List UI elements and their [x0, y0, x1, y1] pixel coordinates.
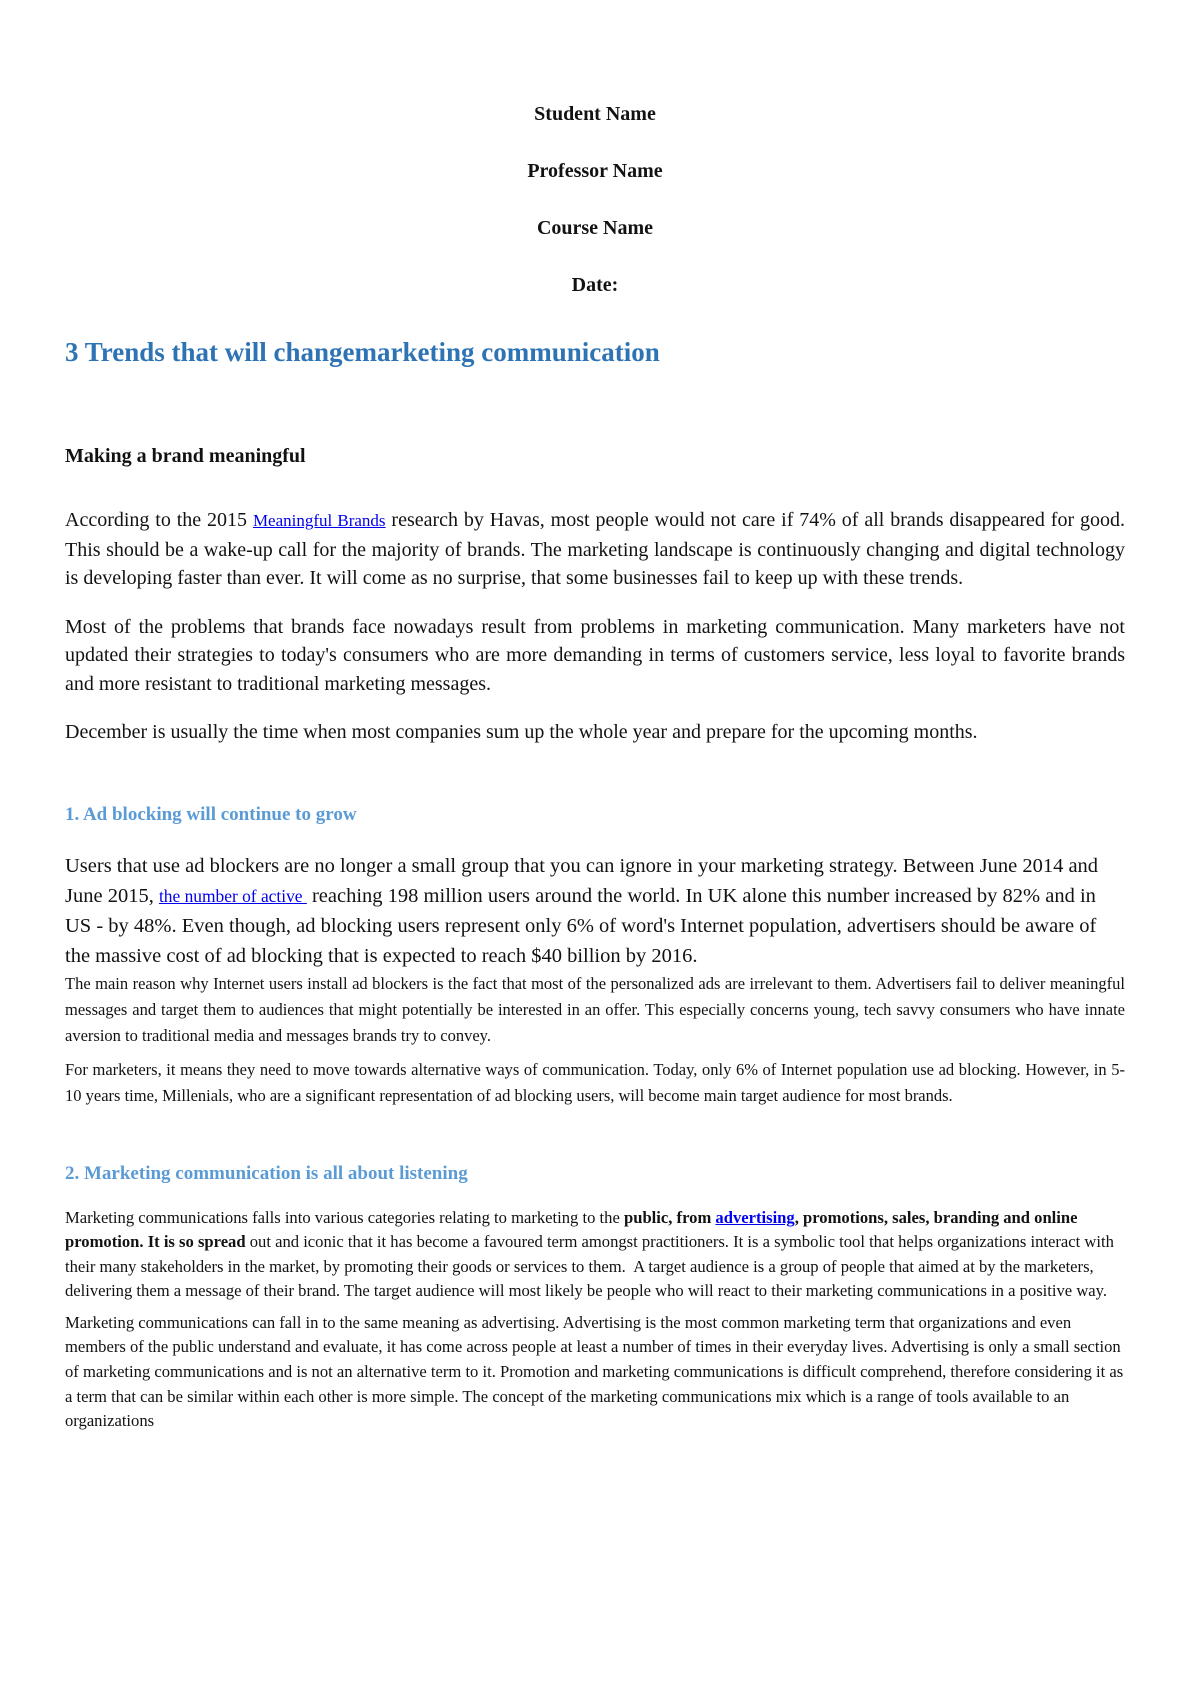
section-2-paragraph-2	[65, 1311, 1125, 1434]
text-span: According to the 2015	[65, 509, 253, 531]
document-title: 3 Trends that will changemarketing communication	[65, 337, 660, 367]
header-course-name: Course Name	[536, 217, 654, 239]
intro-paragraph-3	[65, 718, 1125, 747]
section-1-heading: 1. Ad blocking will continue to grow	[65, 803, 357, 825]
text-span: research by Havas, most people would not care if 74% of all brands disappeared for good. This should be a wake-up call for the majority of brands. The marketing landscape is continuously changing and digital technology is developing faster than ever. It will come as no surprise, that some businesses fail to keep up with these trends.	[65, 509, 1125, 589]
header-student-name: Student Name	[534, 103, 656, 125]
text-span: Marketing communications falls into various categories relating to marketing to the	[65, 1207, 624, 1227]
text-span: reaching 198 million users around the world. In UK alone this number increased by 82% and in US - by 48%. Even though, ad blocking users represent only 6% of word's Internet population, advertisers should be aware of the massive cost of ad blocking that is expected to reach $40 billion by 2016.	[65, 884, 1097, 967]
subheading-making-brand-meaningful: Making a brand meaningful	[65, 445, 306, 467]
text-span: Most of the problems that brands face nowadays result from problems in marketing communication. Many marketers have not updated their strategies to today's consumers who are more demanding in terms of customers service, less loyal to favorite brands and more resistant to traditional marketing messages.	[65, 615, 1125, 695]
text-span: Marketing communications can fall in to the same meaning as advertising. Advertising is the most common marketing term that organizations and even members of the public understand and evaluate, it has come across people at least a number of times in their everyday lives. Advertising is only a small section of marketing communications and is not an alternative term to it. Promotion and marketing communications is difficult comprehend, therefore considering it as a term that can be similar within each other is more simple. The concept of the marketing communications mix which is a range of tools available to an organizations	[65, 1312, 1124, 1431]
intro-paragraph-2	[65, 613, 1125, 699]
text-span: December is usually the time when most companies sum up the whole year and prepare for the upcoming months.	[65, 721, 978, 743]
text-span: out and iconic that it has become a favoured term amongst practitioners. It is a symbolic tool that helps organizations interact with their many stakeholders in the market, by promoting their goods or services to them. A target audience is a group of people that aimed at by the marketers, delivering them a message of their brand. The target audience will most likely be people who will react to their marketing communications in a positive way.	[65, 1232, 1114, 1301]
section-2-paragraph-1	[65, 1206, 1125, 1304]
section-2-heading: 2. Marketing communication is all about listening	[65, 1162, 468, 1184]
header-date: Date:	[571, 274, 619, 296]
section-1-paragraph-1	[65, 971, 1125, 1049]
section-1-lead-paragraph	[65, 851, 1125, 971]
header-professor-name: Professor Name	[527, 160, 663, 182]
text-span: It is so spread	[147, 1232, 246, 1252]
hyperlink[interactable]: the number of active	[158, 885, 307, 906]
section-1-paragraph-2	[65, 1057, 1125, 1109]
hyperlink[interactable]: Meaningful Brands	[252, 511, 386, 530]
text-span: , promotions, sales, branding and online promotion.	[65, 1207, 1078, 1252]
text-span: public, from	[623, 1207, 716, 1227]
text-span: The main reason why Internet users install ad blockers is the fact that most of the personalized ads are irrelevant to them. Advertisers fail to deliver meaningful messages and target them to audiences that might potentially be interested in an offer. This especially concerns young, tech savvy consumers who have innate aversion to traditional media and messages brands try to convey.	[65, 973, 1125, 1045]
text-span: For marketers, it means they need to move towards alternative ways of communication. Today, only 6% of Internet population use ad blocking. However, in 5-10 years time, Millenials, who are a significant representation of ad blocking users, will become main target audience for most brands.	[65, 1059, 1125, 1105]
text-span: Users that use ad blockers are no longer a small group that you can ignore in your marketing strategy. Between June 2014 and June 2015,	[65, 854, 1099, 907]
intro-paragraph-1	[65, 506, 1125, 593]
hyperlink[interactable]: advertising	[715, 1207, 795, 1227]
